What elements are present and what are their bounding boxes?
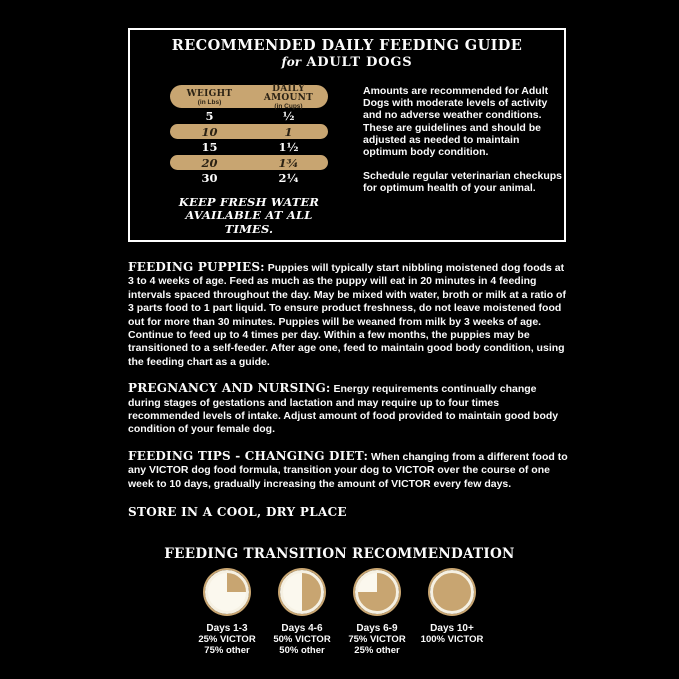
feeding-tips-text: When changing from a different food to any VICTOR dog food formula, transition your dog to VICTOR over the course of one week to 10 days, gradually increasing the amount of VICTOR every few days. — [128, 450, 568, 490]
transition-step — [191, 570, 264, 656]
days-label: Days 1-3 — [206, 623, 248, 634]
daily-amount-column-header — [249, 85, 328, 111]
feeding-tips-paragraph — [128, 450, 568, 491]
weight-cell: 10 — [201, 124, 218, 139]
pregnancy-nursing-paragraph — [128, 382, 568, 437]
feeding-puppies-text: Puppies will typically start nibbling moistened dog foods at 3 to 4 weeks of age. Feed as much as the puppy will eat in 20 minutes in 4 feeding intervals spaced throughout the day. May be mixed with water, broth or milk at a ratio of 3 parts food to 1 part liquid. To ensure product freshness, do not leave moistened food out for more than 30 minutes. Puppies will be weaned from milk by 3 weeks of age. Continue to feed up to 4 times per day. Within a few months, the puppies may be transitioned to a self-feeder. After age one, feed to maintain good body condition, using the feeding chart as a guide. — [128, 262, 566, 368]
transition-step-labels — [191, 623, 264, 656]
keep-fresh-line2: AVAILABLE AT ALL TIMES. — [185, 208, 313, 236]
keep-fresh-line1: KEEP FRESH WATER — [178, 194, 320, 209]
weight-cell: 5 — [205, 109, 214, 123]
table-row — [170, 171, 328, 186]
victor-percent-label: 25% VICTOR — [198, 634, 256, 645]
veterinarian-note: Schedule regular veterinarian checkups for optimum health of your animal. — [363, 170, 562, 195]
transition-step-labels — [266, 623, 339, 656]
transition-step-labels — [416, 623, 489, 645]
pregnancy-nursing-heading: PREGNANCY AND NURSING: — [128, 381, 331, 396]
feeding-guide-box — [128, 28, 566, 242]
weight-header-unit: (in Lbs) — [197, 98, 222, 106]
days-label: Days 4-6 — [281, 623, 323, 634]
table-row — [170, 140, 328, 155]
victor-percent-label: 100% VICTOR — [420, 634, 484, 645]
transition-title: FEEDING TRANSITION RECOMMENDATION — [164, 546, 515, 562]
amounts-note: Amounts are recommended for Adult Dogs with moderate levels of activity and no adverse weather conditions. These are guidelines and should be adjusted as needed to maintain optimum body condition. — [363, 85, 549, 159]
feeding-table — [170, 85, 328, 236]
victor-percent-label: 75% VICTOR — [348, 634, 406, 645]
storage-note: STORE IN A COOL, DRY PLACE — [128, 505, 347, 520]
table-row — [170, 155, 328, 170]
body-copy — [128, 261, 568, 520]
table-row — [170, 109, 328, 124]
guide-title-line1: RECOMMENDED DAILY FEEDING GUIDE — [171, 37, 523, 54]
daily-amount-header-unit: (in Cups) — [274, 103, 303, 110]
pie-chart-75-percent-icon — [355, 570, 399, 614]
days-label: Days 6-9 — [356, 623, 398, 634]
weight-header-label: WEIGHT — [186, 88, 233, 99]
amount-cell: 1 — [284, 124, 293, 139]
weight-cell: 30 — [201, 171, 218, 185]
feeding-tips-heading: FEEDING TIPS - CHANGING DIET: — [128, 448, 369, 463]
victor-percent-label: 50% VICTOR — [273, 634, 331, 645]
transition-step — [341, 570, 414, 656]
pie-chart-25-percent-icon — [205, 570, 249, 614]
transition-step-labels — [341, 623, 414, 656]
transition-step — [266, 570, 339, 656]
guide-title — [130, 38, 564, 70]
amount-cell: 1½ — [278, 140, 299, 154]
guide-title-for: for — [281, 55, 302, 69]
table-row — [170, 124, 328, 139]
transition-pie-row — [0, 570, 679, 656]
guide-notes — [363, 85, 563, 236]
guide-title-adult-dogs: ADULT DOGS — [306, 55, 413, 70]
guide-body — [130, 85, 564, 236]
daily-amount-header-label: DAILY AMOUNT — [263, 84, 314, 103]
feeding-puppies-paragraph — [128, 261, 568, 369]
pregnancy-nursing-text: Energy requirements continually change during stages of gestations and lactation and may require up to four times recommended levels of intake. Adjust amount of food provided to maintain good body condition of your female dog. — [128, 383, 559, 436]
pie-chart-50-percent-icon — [280, 570, 324, 614]
other-percent-label: 75% other — [204, 645, 250, 656]
feeding-puppies-heading: FEEDING PUPPIES: — [128, 260, 265, 274]
days-label: Days 10+ — [430, 623, 474, 634]
transition-step — [416, 570, 489, 656]
pie-chart-100-percent-icon — [430, 570, 474, 614]
weight-cell: 15 — [201, 140, 218, 154]
feeding-table-header — [170, 85, 328, 108]
weight-cell: 20 — [201, 155, 218, 170]
keep-fresh-water-note — [170, 196, 328, 237]
other-percent-label: 50% other — [279, 645, 325, 656]
other-percent-label: 25% other — [354, 645, 400, 656]
guide-title-line2 — [130, 55, 564, 70]
weight-column-header — [170, 90, 249, 107]
amount-cell: 2¼ — [278, 171, 299, 185]
amount-cell: ½ — [282, 109, 295, 123]
amount-cell: 1¾ — [278, 155, 299, 170]
feeding-transition-section — [0, 546, 679, 656]
